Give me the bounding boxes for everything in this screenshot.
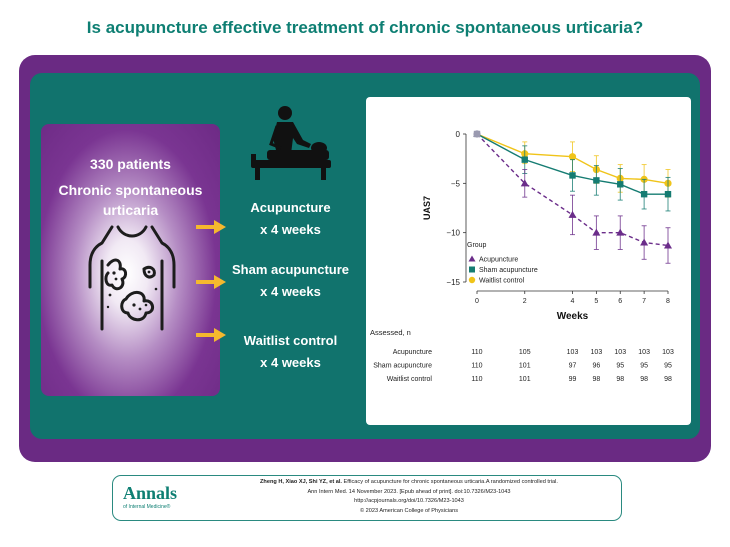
legend-title: Group: [467, 242, 487, 249]
data-point-square: [665, 191, 671, 197]
assessed-cell: 103: [614, 349, 627, 356]
arm-acupuncture-name: Acupuncture: [250, 200, 331, 215]
data-point-square: [641, 191, 647, 197]
legend-label: Sham acupuncture: [479, 267, 538, 274]
x-axis-label: Weeks: [556, 311, 589, 322]
journal-logo-subtitle: of Internal Medicine®: [123, 504, 171, 510]
legend-marker-square: [469, 267, 475, 273]
assessed-cell: 110: [471, 376, 483, 383]
x-tick-label: 0: [475, 298, 479, 305]
patient-count: 330 patients: [90, 156, 171, 172]
assessed-cell: 103: [566, 349, 579, 356]
x-tick-label: 6: [618, 298, 623, 305]
assessed-row-label: Acupuncture: [392, 349, 432, 356]
y-tick-label: 0: [455, 130, 460, 139]
chart-panel: [366, 97, 691, 425]
arm-sham-name: Sham acupuncture: [231, 262, 350, 277]
condition-label: Chronic spontaneous urticaria: [58, 182, 203, 218]
arrow-icon: [194, 217, 228, 237]
citation-title: Efficacy of acupuncture for chronic spontaneous urticaria.A randomized controlled trial.: [343, 479, 558, 485]
x-tick-label: 2: [522, 298, 527, 305]
urticaria-torso-icon: [86, 221, 178, 333]
y-tick-label: −15: [446, 278, 460, 287]
assessed-cell: 96: [592, 362, 601, 370]
data-point-triangle: [592, 229, 600, 236]
arm-waitlist-name: Waitlist control: [243, 333, 338, 348]
legend-marker-circle: [469, 277, 475, 283]
assessed-cell: 99: [568, 376, 577, 383]
assessed-cell: 95: [640, 362, 649, 370]
assessed-cell: 98: [664, 376, 672, 383]
assessed-cell: 110: [471, 362, 483, 370]
arm-sham-duration: x 4 weeks: [260, 284, 321, 299]
citation-authors: Zheng H, Xiao XJ, Shi YZ, et al.: [260, 479, 342, 485]
assessed-cell: 95: [664, 362, 672, 370]
assessed-cell: 110: [471, 349, 483, 356]
arrow-icon: [194, 325, 228, 345]
data-point-square: [617, 181, 623, 187]
data-point-square: [593, 177, 599, 183]
assessed-cell: 97: [568, 362, 577, 370]
assessed-cell: 98: [616, 376, 625, 383]
citation-copyright: © 2023 American College of Physicians: [359, 507, 459, 514]
arrow-icon: [194, 272, 228, 292]
data-point-square: [569, 172, 575, 178]
legend-label: Acupuncture: [479, 256, 519, 264]
arm-acupuncture-duration: x 4 weeks: [260, 222, 321, 237]
x-tick-label: 4: [570, 298, 575, 305]
data-point-square: [522, 156, 528, 162]
citation-url: http://acpjournals.org/doi/10.7326/M23-1043: [354, 498, 464, 504]
data-point-triangle: [569, 211, 577, 218]
assessed-row-label: Sham acupuncture: [373, 362, 432, 370]
journal-logo: Annals: [123, 483, 178, 503]
assessed-cell: 103: [662, 349, 674, 356]
assessed-cell: 101: [518, 362, 531, 370]
citation-text: [203, 478, 615, 516]
x-tick-label: 5: [594, 298, 599, 305]
assessed-cell: 101: [518, 376, 531, 383]
arm-waitlist-duration: x 4 weeks: [260, 355, 321, 370]
massage-treatment-icon: [247, 104, 333, 182]
assessed-header: Assessed, n: [370, 328, 411, 337]
assessed-cell: 103: [638, 349, 650, 356]
assessed-cell: 98: [592, 376, 601, 383]
y-tick-label: −10: [446, 228, 460, 238]
page-title: Is acupuncture effective treatment of chronic spontaneous urticaria?: [86, 18, 644, 37]
legend-label: Waitlist control: [479, 277, 525, 285]
assessed-cell: 105: [518, 349, 531, 356]
assessed-row-label: Waitlist control: [386, 376, 432, 383]
y-axis-label: UAS7: [422, 195, 432, 221]
x-tick-label: 7: [642, 298, 647, 305]
citation-journal: Ann Intern Med. 14 November 2023. [Epub ahead of print]. doi:10.7326/M23-1043: [307, 488, 511, 495]
data-point-triangle: [640, 239, 648, 246]
y-tick-label: −5: [450, 179, 460, 189]
assessed-cell: 95: [616, 362, 625, 370]
uas7-line-chart: [366, 97, 691, 425]
legend-marker-triangle: [469, 256, 476, 262]
assessed-cell: 98: [640, 376, 649, 383]
assessed-cell: 103: [590, 349, 603, 356]
citation-footer: [112, 475, 622, 521]
x-tick-label: 8: [666, 298, 670, 305]
